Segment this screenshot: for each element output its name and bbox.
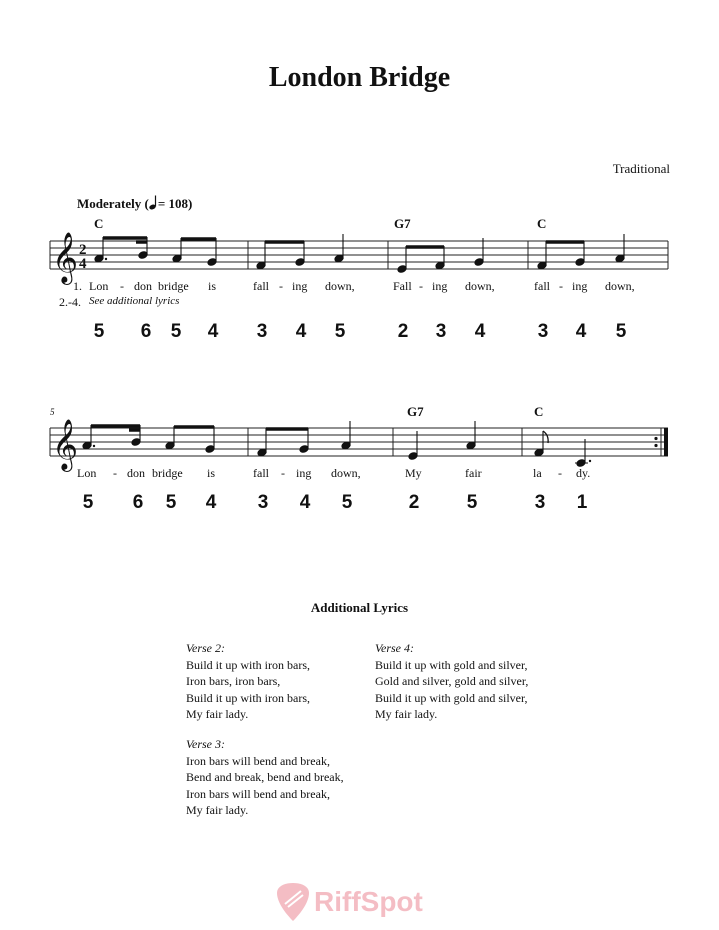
lyric-syllable: bridge xyxy=(158,279,189,293)
lyric-syllable: fall xyxy=(253,466,269,480)
note-number: 4 xyxy=(575,321,587,342)
note-number: 3 xyxy=(537,321,549,342)
tempo-bpm: = 108 xyxy=(157,196,189,211)
verse-block xyxy=(186,736,344,819)
lyric-syllable: fall xyxy=(253,279,269,293)
svg-text:2: 2 xyxy=(79,242,87,258)
logo-text: RiffSpot xyxy=(314,886,423,917)
note-number: 6 xyxy=(132,492,144,513)
lyric-syllable: down, xyxy=(605,279,635,293)
tempo-text: Moderately xyxy=(77,196,142,211)
repeat-dot xyxy=(654,437,657,440)
additional-lyrics-heading: Additional Lyrics xyxy=(310,600,409,615)
lyric-syllable: is xyxy=(207,466,216,480)
lyric-syllable: Lon xyxy=(77,466,97,480)
note-number: 5 xyxy=(341,492,353,513)
note-number: 6 xyxy=(140,321,152,342)
note-number: 5 xyxy=(466,492,478,513)
lyric-hyphen: - xyxy=(559,279,563,293)
lyric-syllable: Fall xyxy=(393,279,412,293)
note-number: 3 xyxy=(534,492,546,513)
verse-line: Build it up with iron bars, xyxy=(186,690,310,705)
verse-line: Iron bars will bend and break, xyxy=(186,786,330,801)
lyric-syllable: My xyxy=(405,466,422,480)
note-number: 5 xyxy=(165,492,177,513)
note-number: 4 xyxy=(474,321,486,342)
verse-label: Verse 3: xyxy=(186,737,225,751)
verse-line: My fair lady. xyxy=(186,803,249,817)
lyric-syllable: ing xyxy=(432,279,448,293)
lyric-syllable: is xyxy=(208,279,217,293)
lyric-syllable: ing xyxy=(296,466,312,480)
lyric-syllable: fair xyxy=(465,466,482,480)
note-number: 1 xyxy=(576,492,588,513)
measure-number: 5 xyxy=(50,407,55,417)
verse-line: Build it up with gold and silver, xyxy=(375,657,528,672)
verse-line: Bend and break, bend and break, xyxy=(186,770,344,784)
lyric-syllable: dy. xyxy=(576,466,591,480)
verse-number: 1. xyxy=(73,279,82,293)
verse-line: Build it up with gold and silver, xyxy=(375,690,528,705)
song-title: London Bridge xyxy=(268,62,451,93)
lyric-syllable: fall xyxy=(534,279,550,293)
note-number: 5 xyxy=(93,321,105,342)
note-number: 3 xyxy=(435,321,447,342)
note-number: 2 xyxy=(408,492,420,513)
verse-block xyxy=(186,640,310,723)
note-number: 3 xyxy=(256,321,268,342)
lyric-hyphen: - xyxy=(419,279,423,293)
lyric-syllable: ing xyxy=(572,279,588,293)
verse-label: Verse 4: xyxy=(375,641,414,655)
lyric-hyphen: - xyxy=(120,279,124,293)
note-number: 5 xyxy=(334,321,346,342)
note-number: 4 xyxy=(205,492,217,513)
final-barline xyxy=(664,428,668,456)
note-number: 4 xyxy=(207,321,219,342)
chord-symbol: G7 xyxy=(394,216,411,231)
treble-clef-icon: 𝄞 xyxy=(52,232,79,283)
verse-line: Build it up with iron bars, xyxy=(186,657,310,672)
note-number: 5 xyxy=(82,492,94,513)
note-number: 5 xyxy=(170,321,182,342)
lyric-syllable: bridge xyxy=(152,466,183,480)
note-number: 4 xyxy=(299,492,311,513)
lyric-hyphen: - xyxy=(281,466,285,480)
svg-text:4: 4 xyxy=(79,256,87,272)
verse-number: 2.-4. xyxy=(59,295,81,309)
chord-symbol: C xyxy=(94,216,104,231)
lyric-syllable: la xyxy=(533,466,542,480)
verse-block xyxy=(375,640,528,723)
verse-line: Iron bars will bend and break, xyxy=(186,753,330,768)
repeat-dot xyxy=(654,444,657,447)
verse-line: My fair lady. xyxy=(375,707,438,721)
staff-lines xyxy=(50,428,668,456)
lyric-syllable: down, xyxy=(465,279,495,293)
treble-clef-icon: 𝄞 xyxy=(52,419,79,470)
lyric-syllable: down, xyxy=(331,466,361,480)
chord-symbol: C xyxy=(534,404,544,419)
note-number: 3 xyxy=(257,492,269,513)
lyric-syllable: Lon xyxy=(89,279,109,293)
lyric-syllable: don xyxy=(134,279,152,293)
note-number: 4 xyxy=(295,321,307,342)
lyric-hyphen: - xyxy=(113,466,117,480)
lyric-syllable: ing xyxy=(292,279,308,293)
guitar-pick-icon xyxy=(276,882,310,922)
verse-line: My fair lady. xyxy=(186,707,249,721)
chord-symbol: G7 xyxy=(407,404,424,419)
verse-label: Verse 2: xyxy=(186,641,225,655)
riffspot-logo xyxy=(276,882,423,922)
composer-credit: Traditional xyxy=(612,161,670,176)
note-number: 2 xyxy=(397,321,409,342)
verse-line: Gold and silver, gold and silver, xyxy=(375,674,529,688)
lyric-hyphen: - xyxy=(558,466,562,480)
lyric-hyphen: - xyxy=(279,279,283,293)
lyric-syllable: down, xyxy=(325,279,355,293)
lyric-syllable: don xyxy=(127,466,145,480)
tempo-marking: Moderately ( = 108) xyxy=(77,196,193,211)
note-number: 5 xyxy=(615,321,627,342)
chord-symbol: C xyxy=(537,216,547,231)
see-additional-lyrics-note: See additional lyrics xyxy=(89,295,180,307)
verse-line: Iron bars, iron bars, xyxy=(186,674,281,688)
